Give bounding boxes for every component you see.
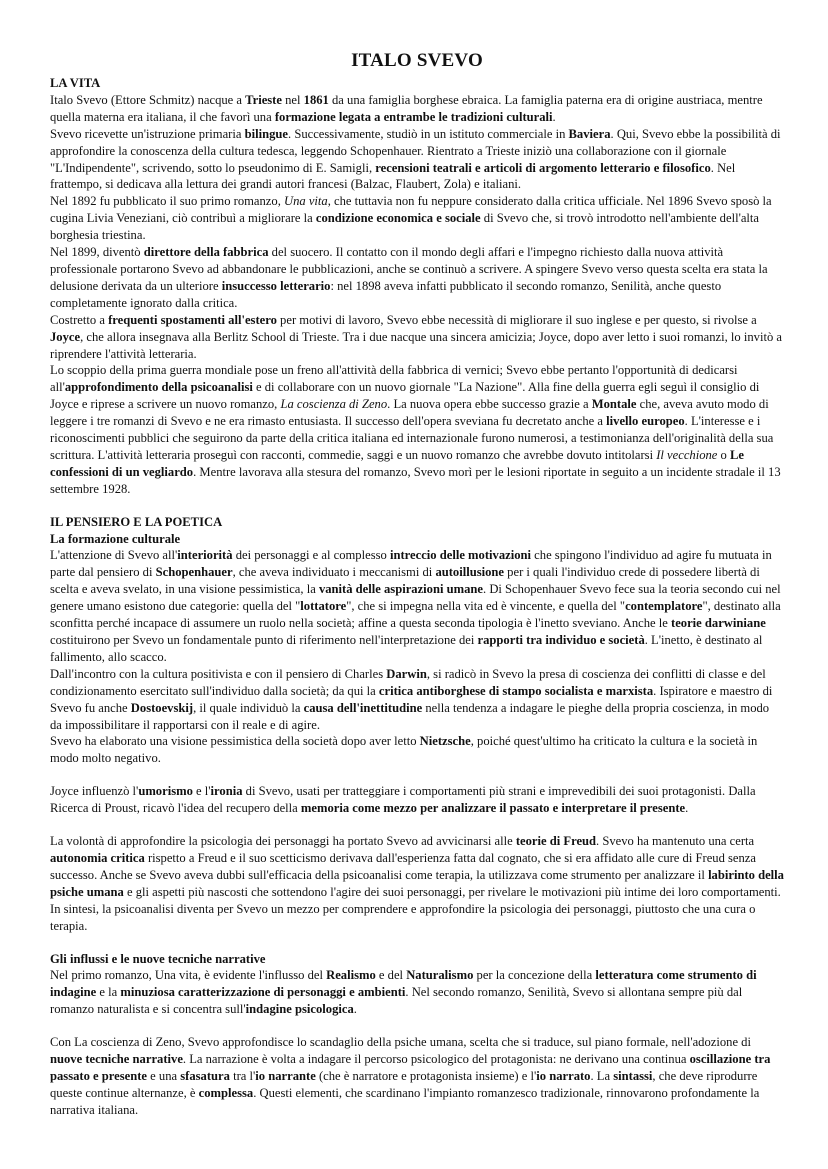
bold-text: livello europeo [606,414,685,429]
text-run: di Svevo, usati per tratteggiare i comportamenti più strani e imprevedibili dei suoi protagonisti. Dalla Ricerca di Proust, ricavò l'idea del recupero della [50,784,756,816]
text-run: che, aveva avuto modo di leggere i tre romanzi di Svevo e ne era rimasto entusiasta. Il successo dell'opera sveviana fu decretato anche a [50,397,769,429]
text-run: che spingono l'individuo ad agire fu mutuata in parte dal pensiero di [50,548,772,580]
document-title: ITALO SVEVO [351,50,483,71]
bold-text: sintassi [613,1068,653,1083]
paragraph [50,833,784,934]
text-run: da una famiglia borghese ebraica. La famiglia paterna era di origine austriaca, mentre quella materna era italiana, il che favorì una [50,92,763,124]
text-run: tra l' [229,1068,256,1083]
text-run: nel [281,92,304,107]
text-run: e del [375,968,407,983]
text-run: , che tuttavia non fu neppure considerato dalla critica ufficiale. Nel 1896 Svevo sposò la cugina Livia Veneziani, ciò contribuì a migliorare la [50,194,772,226]
text-run: Lo scoppio della prima guerra mondiale pose un freno all'attività della fabbrica di vernici; Svevo ebbe pertanto l'opportunità di dedicarsi all' [50,363,738,395]
bold-text: autonomia critica [50,850,145,865]
paragraph [50,666,784,734]
text-run: di Svevo che, si trovò introdotto nell'ambiente dell'alta borghesia triestina. [50,211,760,243]
bold-text: io narrato [536,1068,591,1083]
text-run: e di collaborare con un nuovo giornale "La Nazione". Alla fine della guerra egli seguì il consiglio di Joyce e riprese a scrivere un nuovo romanzo, [50,380,760,412]
text-run: Nel primo romanzo, Una vita, è evidente l'influsso del [50,968,327,983]
paragraph [50,547,784,665]
text-run: ", destinato alla sconfitta perché incapace di assumere un ruolo nella società; affine a questa seconda tipologia è l'inetto sveviano. Anche le [50,599,781,631]
paragraph [50,1034,784,1119]
subsection-heading-formazione: La formazione culturale [50,531,181,546]
paragraph [50,92,784,126]
bold-text: ironia [210,784,243,799]
text-run: . L'inetto, è destinato al fallimento, allo scacco. [50,633,763,664]
bold-text: io narrante [255,1068,316,1083]
text-run: . Di Schopenhauer Svevo fece sua la teoria secondo cui nel genere umano esistono due categorie: quella del " [50,582,781,614]
text-run: . [552,109,556,124]
text-run: Joyce influenzò l' [50,784,139,799]
bold-text: formazione legata a entrambe le tradizioni culturali [274,109,553,124]
text-run: Con La coscienza di Zeno, Svevo approfondisce lo scandaglio della psiche umana, scelta che si traduce, sul piano formale, nell'adozione di [50,1035,751,1050]
text-run: , che allora insegnava alla Berlitz School di Trieste. Tra i due nacque una sincera amicizia; Joyce, dopo aver letto i suoi romanzi, lo invitò a riprendere l'attività letteraria. [50,329,782,361]
text-run: : nel 1898 aveva infatti pubblicato il secondo romanzo, Senilità, anche questo completamente ignorato dalla critica. [50,278,722,310]
bold-text: teorie di Freud [515,834,597,849]
bold-text: causa dell'inettitudine [303,700,423,715]
text-run: dei personaggi e al complesso [232,548,390,563]
paragraph [50,783,784,817]
bold-text: Nietzsche [419,734,471,749]
italic-title: La coscienza di Zeno [280,397,388,412]
bold-text: Joyce [50,329,81,344]
paragraph [50,193,784,244]
italic-title: Una vita [284,194,328,209]
bold-text: Montale [591,397,637,412]
text-run: , il quale individuò la [193,700,304,715]
section-heading-vita: LA VITA [50,76,101,90]
bold-text: complessa [198,1085,254,1100]
bold-text: sfasatura [180,1068,230,1083]
paragraph [50,126,784,194]
text-run: , si radicò in Svevo la presa di coscienza dei conflitti di classe e del condizionamento esercitato sull'individuo dalla società; da qui la [50,666,766,698]
text-run: (che è narratore e protagonista insieme) e l' [315,1068,537,1083]
paragraph [50,733,784,767]
bold-text: Darwin [386,666,427,681]
text-run: Italo Svevo (Ettore Schmitz) nacque a [50,92,246,107]
text-run: per i quali l'individuo crede di possedere libertà di scelta e aveva svelato, in una visione pessimistica, la [50,565,760,597]
paragraph [50,312,784,363]
italic-title: Il vecchione [656,447,718,462]
text-run: . La [590,1068,614,1083]
text-run: . La narrazione è volta a indagare il percorso psicologico del protagonista: ne derivano una continua [182,1052,690,1067]
text-run: Dall'incontro con la cultura positivista e con il pensiero di Charles [50,666,387,681]
text-run: Nel 1892 fu pubblicato il suo primo romanzo, [50,194,284,209]
bold-text: condizione economica e sociale [315,211,481,226]
text-run: e una [147,1068,181,1083]
text-run: . [685,801,689,816]
text-run: per la concezione della [473,968,596,983]
text-run: . [353,1002,357,1017]
bold-text: recensioni teatrali e articoli di argomento letterario e filosofico [375,160,711,175]
paragraph [50,244,784,312]
bold-text: autoillusione [435,565,505,580]
bold-text: interiorità [177,548,233,563]
text-run: , che deve riprodurre queste continue alternanze, è [50,1068,758,1100]
bold-text: teorie darwiniane [671,616,766,631]
text-run: e l' [192,784,211,799]
bold-text: minuziosa caratterizzazione di personaggi e ambienti [120,985,406,1000]
text-run: , poiché quest'ultimo ha criticato la cultura e la società in modo molto negativo. [50,734,758,766]
text-run: . Nel secondo romanzo, Senilità, Svevo si allontana sempre più dal romanzo naturalista e si concentra sull' [50,985,743,1017]
text-run: nella tendenza a indagare le pieghe della propria coscienza, in modo da impossibilitare il rapportarsi con il reale e di agire. [50,700,770,732]
text-run: . Questi elementi, che scardinano l'impianto romanzesco tradizionale, rinnovarono profondamente la narrativa italiana. [50,1085,760,1117]
bold-text: Trieste [245,92,282,107]
bold-text: memoria come mezzo per analizzare il passato e interpretare il presente [300,801,686,816]
bold-text: nuove tecniche narrative [50,1052,183,1067]
bold-text: Baviera [568,126,611,141]
text-run: Costretto a [50,312,109,327]
bold-text: Schopenhauer [155,565,233,580]
text-run: . L'interesse e i riconoscimenti pubblici che seguirono da parte della critica italiana ed internazionale furono numerosi, a testimonianza dell'originalità della sua scrittura. L'attività letteraria proseguì con racconti, commedie, saggi e un nuovo romanzo che avrebbe dovuto intitolarsi [50,414,774,462]
text-run: . Successivamente, studiò in un istituto commerciale in [288,126,569,141]
bold-text: contemplatore [625,599,703,614]
bold-text: umorismo [138,784,193,799]
section-heading-pensiero: IL PENSIERO E LA POETICA [50,514,223,529]
text-run: o [717,447,730,462]
bold-text: indagine psicologica [245,1002,354,1017]
bold-text: oscillazione tra passato e presente [50,1052,771,1083]
text-run: L'attenzione di Svevo all' [50,548,178,563]
text-run: . Qui, Svevo ebbe la possibilità di approfondire la conoscenza della cultura tedesca, leggendo Schopenhauer. Rientrato a Trieste iniziò una collaborazione con il giornale "L'Indipendente", scrivendo, sotto lo pseudonimo di E. Samigli, [50,126,781,175]
text-run: . La nuova opera ebbe successo grazie a [387,397,592,412]
text-run: Nel 1899, diventò [50,245,144,260]
paragraph [50,362,784,497]
bold-text: Realismo [326,968,376,983]
bold-text: lottatore [300,599,347,614]
bold-text: letteratura come strumento di indagine [50,968,757,1000]
bold-text: frequenti spostamenti all'estero [108,312,277,327]
text-run: . Mentre lavorava alla stesura del romanzo, Svevo morì per le lesioni riportate in seguito a un incidente stradale il 13 settembre 1928. [50,464,781,496]
bold-text: Dostoevskij [130,700,194,715]
bold-text: insuccesso letterario [221,278,331,293]
text-run: . Ispiratore e maestro di Svevo fu anche [50,683,773,715]
subsection-heading-influssi: Gli influssi e le nuove tecniche narrative [50,951,266,966]
bold-text: 1861 [303,92,329,107]
bold-text: direttore della fabbrica [143,245,269,260]
bold-text: bilingue [244,126,289,141]
bold-text: vanità delle aspirazioni umane [318,582,484,597]
text-run: rispetto a Freud e il suo scetticismo derivava dall'esperienza fatta dal cognato, che si era affidato alle cure di Freud senza successo. Anche se Svevo aveva dubbi sull'efficacia della psicoanalisi come terapia, la utilizzava come strumento per analizzare il [50,850,756,882]
text-run: . Nel frattempo, si dedicava alla lettura dei grandi autori francesi (Balzac, Flaubert, Zola) e italiani. [50,160,736,192]
text-run: del suocero. Il contatto con il mondo degli affari e l'impegno richiesto dalla nuova attività professionale portarono Svevo ad abbandonare le pubblicazioni, anche se continuò a scrivere. A spingere Svevo verso questa scelta era stata la delusione derivata da un ulteriore [50,245,768,293]
text-run: e la [96,985,121,1000]
text-run: e gli aspetti più nascosti che sottendono l'agire dei suoi personaggi, per rivelare le motivazioni più intime dei loro comportamenti. In sintesi, la psicoanalisi diventa per Svevo un mezzo per comprendere e approfondire la psicologia dei personaggi, piuttosto che una cura o terapia. [50,884,781,933]
paragraph [50,967,784,1018]
bold-text: rapporti tra individuo e società [477,633,645,647]
text-run: Svevo ha elaborato una visione pessimistica della società dopo aver letto [50,734,420,749]
text-run: . Svevo ha mantenuto una certa [596,834,755,849]
bold-text: Le confessioni di un vegliardo [50,447,744,479]
text-run: per motivi di lavoro, Svevo ebbe necessità di migliorare il suo inglese e per questo, si rivolse a [276,312,757,327]
text-run: La volontà di approfondire la psicologia dei personaggi ha portato Svevo ad avvicinarsi alle [50,834,516,849]
bold-text: intreccio delle motivazioni [389,548,532,563]
bold-text: labirinto della psiche umana [50,867,784,899]
bold-text: approfondimento della psicoanalisi [64,380,253,395]
text-run: Svevo ricevette un'istruzione primaria [50,126,245,141]
bold-text: critica antiborghese di stampo socialista e marxista [378,683,654,698]
text-run: ", che si impegna nella vita ed è vincente, e quella del " [346,599,626,614]
bold-text: Naturalismo [406,968,474,983]
text-run: costituirono per Svevo un fondamentale punto di riferimento nell'interpretazione dei [50,633,478,647]
text-run: , che aveva individuato i meccanismi di [232,565,436,580]
